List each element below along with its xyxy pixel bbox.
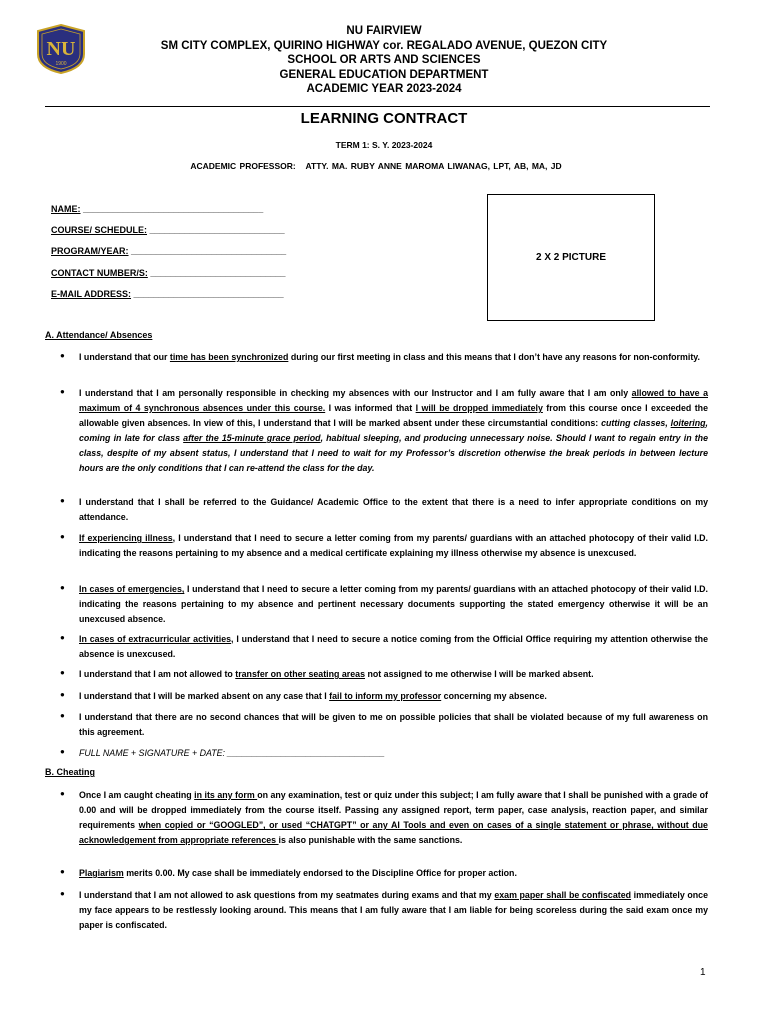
clause-item: I understand that I shall be referred to the Guidance/ Academic Office to the extent that there is a need to infer appropriate conditions on my attendance. — [79, 497, 708, 522]
bullet-icon: ● — [60, 387, 65, 396]
bullet-icon: ● — [60, 690, 65, 699]
photo-box-label: 2 X 2 PICTURE — [535, 252, 607, 263]
clause-item: If experiencing illness, I understand that I need to secure a letter coming from my parents/ guardians with an attached photocopy of their valid I.D. indicating the reasons pertaining to my absence and a medical certificate explaining my illness otherwise my absence is unexcused. — [79, 533, 708, 558]
header-line: GENERAL EDUCATION DEPARTMENT — [279, 68, 489, 81]
clause-item: I understand that there are no second chances that will be given to me on possible policies that shall be violated because of my full awareness on this agreement. — [79, 712, 708, 737]
professor-line: ACADEMIC PROFESSOR: ATTY. MA. RUBY ANNE MAROMA LIWANAG, LPT, AB, MA, JD — [190, 161, 562, 171]
school-header — [0, 24, 768, 97]
name-field[interactable]: NAME: ____________________________________ — [51, 204, 264, 214]
clause-item: Plagiarism merits 0.00. My case shall be immediately endorsed to the Discipline Office for proper action. — [79, 868, 517, 878]
clause-item: I understand that I am personally responsible in checking my absences with our Instructor and I am fully aware that I am only allowed to have a maximum of 4 synchronous absences under this course. I was informed that I will be dropped immediately from this course once I exceeded the allowable given absences. In view of this, I understand that I will be marked absent under these circumstantial conditions: cutting classes, loitering, coming in late for class after the 15-minute grace period, habitual sleeping, and producing unnecessary noise. Should I want to regain entry in the class, despite of my absent status, I understand that I need to wait for my Professor’s discretion otherwise the break periods in between lecture hours are the only conditions that I can re-attend the class for the day. — [79, 388, 709, 473]
clause-item: I understand that I am not allowed to ask questions from my seatmates during exams and that my exam paper shall be confiscated immediately once my face appears to be restlessly looking around. This means that I am fully aware that I am liable for being scoreless during the said exam once my paper is confiscated. — [79, 890, 708, 930]
page-number: 1 — [700, 967, 706, 978]
bullet-icon: ● — [60, 889, 65, 898]
course-schedule-field[interactable]: COURSE/ SCHEDULE: ___________________________ — [51, 225, 285, 236]
clause-item: FULL NAME + SIGNATURE + DATE: ________________________________ — [79, 748, 385, 758]
clause-item: I understand that our time has been synchronized during our first meeting in class and this means that I don’t have any reasons for non-conformity. — [79, 352, 700, 362]
student-info-fields — [51, 204, 286, 310]
bullet-icon: ● — [60, 496, 65, 505]
bullet-icon: ● — [60, 351, 65, 360]
section-a-heading: A. Attendance/ Absences — [45, 330, 153, 340]
program-year-field[interactable]: PROGRAM/YEAR: _______________________________ — [51, 246, 287, 257]
header-line: NU FAIRVIEW — [346, 25, 422, 37]
bullet-icon: ● — [60, 668, 65, 677]
bullet-icon: ● — [60, 633, 65, 642]
header-line: SCHOOL OR ARTS AND SCIENCES — [287, 54, 481, 67]
clause-item: I understand that I am not allowed to transfer on other seating areas not assigned to me otherwise I will be marked absent. — [79, 669, 594, 679]
bullet-icon: ● — [60, 789, 65, 798]
contact-number-field[interactable]: CONTACT NUMBER/S: ___________________________ — [51, 267, 286, 278]
term-line: TERM 1: S. Y. 2023-2024 — [335, 140, 433, 150]
document-title: LEARNING CONTRACT — [300, 110, 468, 127]
bullet-icon: ● — [60, 711, 65, 720]
clause-item: In cases of extracurricular activities, I understand that I need to secure a notice coming from the Official Office requiring my attention otherwise the absence is unexcused. — [79, 634, 709, 659]
bullet-icon: ● — [60, 532, 65, 541]
clause-item: I understand that I will be marked absent on any case that I fail to inform my professor concerning my absence. — [79, 691, 547, 701]
bullet-icon: ● — [60, 867, 65, 876]
clause-item: In cases of emergencies, I understand that I need to secure a letter coming from my parents/ guardians with an attached photocopy of their valid I.D. indicating the reasons pertaining to my absence and pertinent necessary documents supporting the stated emergency otherwise it will be an unexcused absence. — [79, 584, 708, 624]
header-line: ACADEMIC YEAR 2023-2024 — [306, 83, 462, 96]
photo-box — [487, 194, 655, 321]
section-b-heading: B. Cheating — [45, 767, 96, 777]
logo-letters: NU — [46, 38, 76, 60]
logo-year: 1900 — [55, 61, 67, 67]
header-divider — [45, 106, 710, 107]
email-address-field[interactable]: E-MAIL ADDRESS: ______________________________ — [51, 288, 284, 299]
bullet-icon: ● — [60, 583, 65, 592]
bullet-icon: ● — [60, 747, 65, 756]
header-line: SM CITY COMPLEX, QUIRINO HIGHWAY cor. REGALADO AVENUE, QUEZON CITY — [160, 39, 608, 52]
clause-item: Once I am caught cheating in its any form on any examination, test or quiz under this subject; I am fully aware that I shall be punished with a grade of 0.00 and will be dropped immediately from the course itself. Passing any assigned report, term paper, case analysis, reaction paper, and similar requirements when copied or “GOOGLED”, or used “CHATGPT” or any AI Tools and even on cases of a single statement or phrase, without due acknowledgement from appropriate references is also punishable with the same sanctions. — [79, 790, 708, 845]
